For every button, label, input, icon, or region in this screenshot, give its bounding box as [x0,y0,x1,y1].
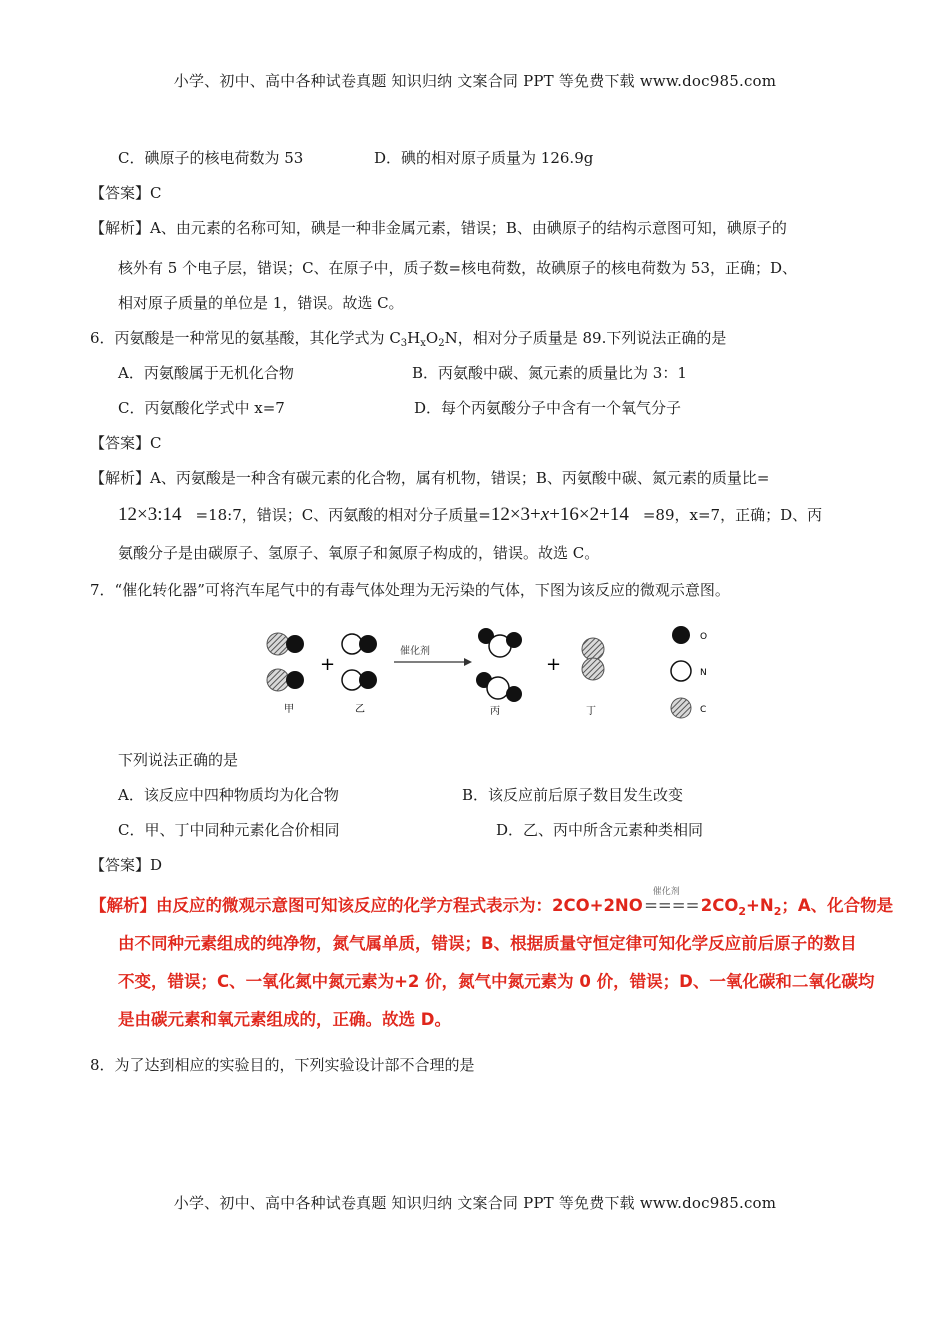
q6-analysis-line-2 [118,503,822,527]
answer-tag: 【答案】 [90,434,151,452]
label-ding: 丁 [586,706,596,717]
answer-tag: 【答案】 [90,184,151,202]
catalyst-label: 催化剂 [400,646,430,657]
q6-analysis-line-1 [90,468,769,488]
molecule-jia [267,633,304,691]
q7-stem: 7．“催化转化器”可将汽车尾气中的有毒气体处理为无污染的气体，下图为该反应的微观示意图。 [90,581,730,599]
catalyst-arrow [394,644,472,666]
q5-answer [90,183,162,203]
molecule-yi [342,634,377,690]
q7-analysis-line-3: 不变，错误；C、一氧化氮中氮元素为+2 价，氮气中氮元素为 0 价，错误；D、一氧化碳和二氧化碳均 [118,972,875,991]
q7-prompt: 下列说法正确的是 [118,751,239,769]
analysis-text: =18:7，错误；C、丙氨酸的相对分子质量= [195,506,491,524]
subscript: x [420,338,426,349]
molecule-ding [582,638,604,680]
reaction-diagram-svg [260,622,720,722]
atom-legend [671,626,707,718]
stem-part: O [425,329,439,347]
analysis-text: +N [746,896,774,915]
analysis-text: =89，x=7，正确；D、丙 [642,506,823,524]
legend-c-label: C [700,705,707,715]
q7-analysis-line-1 [90,887,894,918]
q5-analysis-line-1 [90,218,787,238]
stem-part: N，相对分子质量是 89.下列说法正确的是 [444,329,727,347]
analysis-text: A、丙氨酸是一种含有碳元素的化合物，属有机物，错误；B、丙氨酸中碳、氮元素的质量比= [150,469,770,487]
subscript: 2 [773,905,782,918]
q7-option-a: A．该反应中四种物质均为化合物 [118,786,339,804]
page-header: 小学、初中、高中各种试卷真题 知识归纳 文案合同 PPT 等免费下载 www.doc985.com [173,72,777,90]
plus-sign: + [320,654,336,675]
page-footer: 小学、初中、高中各种试卷真题 知识归纳 文案合同 PPT 等免费下载 www.doc985.com [173,1194,777,1212]
analysis-text: 2CO [700,896,739,915]
legend-n-label: N [700,668,707,678]
q7-option-d: D．乙、丙中所含元素种类相同 [496,821,704,839]
answer-value: C [150,434,162,452]
stem-part: H [407,329,421,347]
answer-value: D [150,856,163,874]
subscript: 3 [400,338,408,349]
plus-sign: + [546,654,562,675]
formula-part: +16×2+14 [549,504,629,525]
legend-o-label: O [700,632,708,642]
answer-tag: 【答案】 [90,856,151,874]
stem-part: 6．丙氨酸是一种常见的氨基酸，其化学式为 C [90,329,401,347]
eq-catalyst-label: 催化剂 [652,887,680,897]
q6-answer [90,433,162,453]
q5-option-d: D．碘的相对原子质量为 126.9g [374,149,594,167]
q6-option-a: A．丙氨酸属于无机化合物 [118,364,294,382]
formula-part: 12×3+ [490,504,541,525]
q6-option-d: D．每个丙氨酸分子中含有一个氧气分子 [414,399,682,417]
molar-mass-formula [491,504,629,525]
q7-analysis-line-4: 是由碳元素和氧元素组成的，正确。故选 D。 [118,1010,451,1029]
analysis-text: 由反应的微观示意图可知该反应的化学方程式表示为：2CO+2NO [156,896,643,915]
analysis-tag: 【解析】 [90,219,151,237]
eq-sign: ==== [644,896,700,915]
q5-analysis-line-3: 相对原子质量的单位是 1，错误。故选 C。 [118,294,404,312]
analysis-text: ；A、化合物是 [781,896,894,915]
q5-analysis-line-2: 核外有 5 个电子层，错误；C、在原子中，质子数=核电荷数，故碘原子的核电荷数为 53，正确；D、 [118,259,798,277]
label-jia: 甲 [284,704,294,715]
catalyst-equals [643,887,701,916]
reaction-micro-diagram [260,622,720,722]
q7-option-c: C．甲、丁中同种元素化合价相同 [118,821,340,839]
formula-variable: x [540,504,550,525]
q7-option-b: B．该反应前后原子数目发生改变 [462,786,684,804]
q6-analysis-line-3: 氨酸分子是由碳原子、氢原子、氧原子和氮原子构成的，错误。故选 C。 [118,544,600,562]
label-bing: 丙 [490,706,500,717]
mass-ratio-formula: 12×3:14 [118,504,182,525]
q7-analysis-line-2: 由不同种元素组成的纯净物，氮气属单质，错误；B、根据质量守恒定律可知化学反应前后原子的数目 [118,934,857,953]
analysis-tag: 【解析】 [90,896,156,915]
q6-option-c: C．丙氨酸化学式中 x=7 [118,399,285,417]
q5-option-c: C．碘原子的核电荷数为 53 [118,149,304,167]
q8-stem: 8．为了达到相应的实验目的，下列实验设计部不合理的是 [90,1056,475,1074]
q7-answer [90,855,162,875]
molecule-bing [476,628,522,702]
subscript: 2 [738,905,747,918]
label-yi: 乙 [355,704,365,715]
q6-option-b: B．丙氨酸中碳、氮元素的质量比为 3：1 [412,364,687,382]
analysis-tag: 【解析】 [90,469,151,487]
answer-value: C [150,184,162,202]
analysis-text: A、由元素的名称可知，碘是一种非金属元素，错误；B、由碘原子的结构示意图可知，碘原子的 [150,219,787,237]
q6-stem [90,328,726,351]
subscript: 2 [438,338,445,349]
